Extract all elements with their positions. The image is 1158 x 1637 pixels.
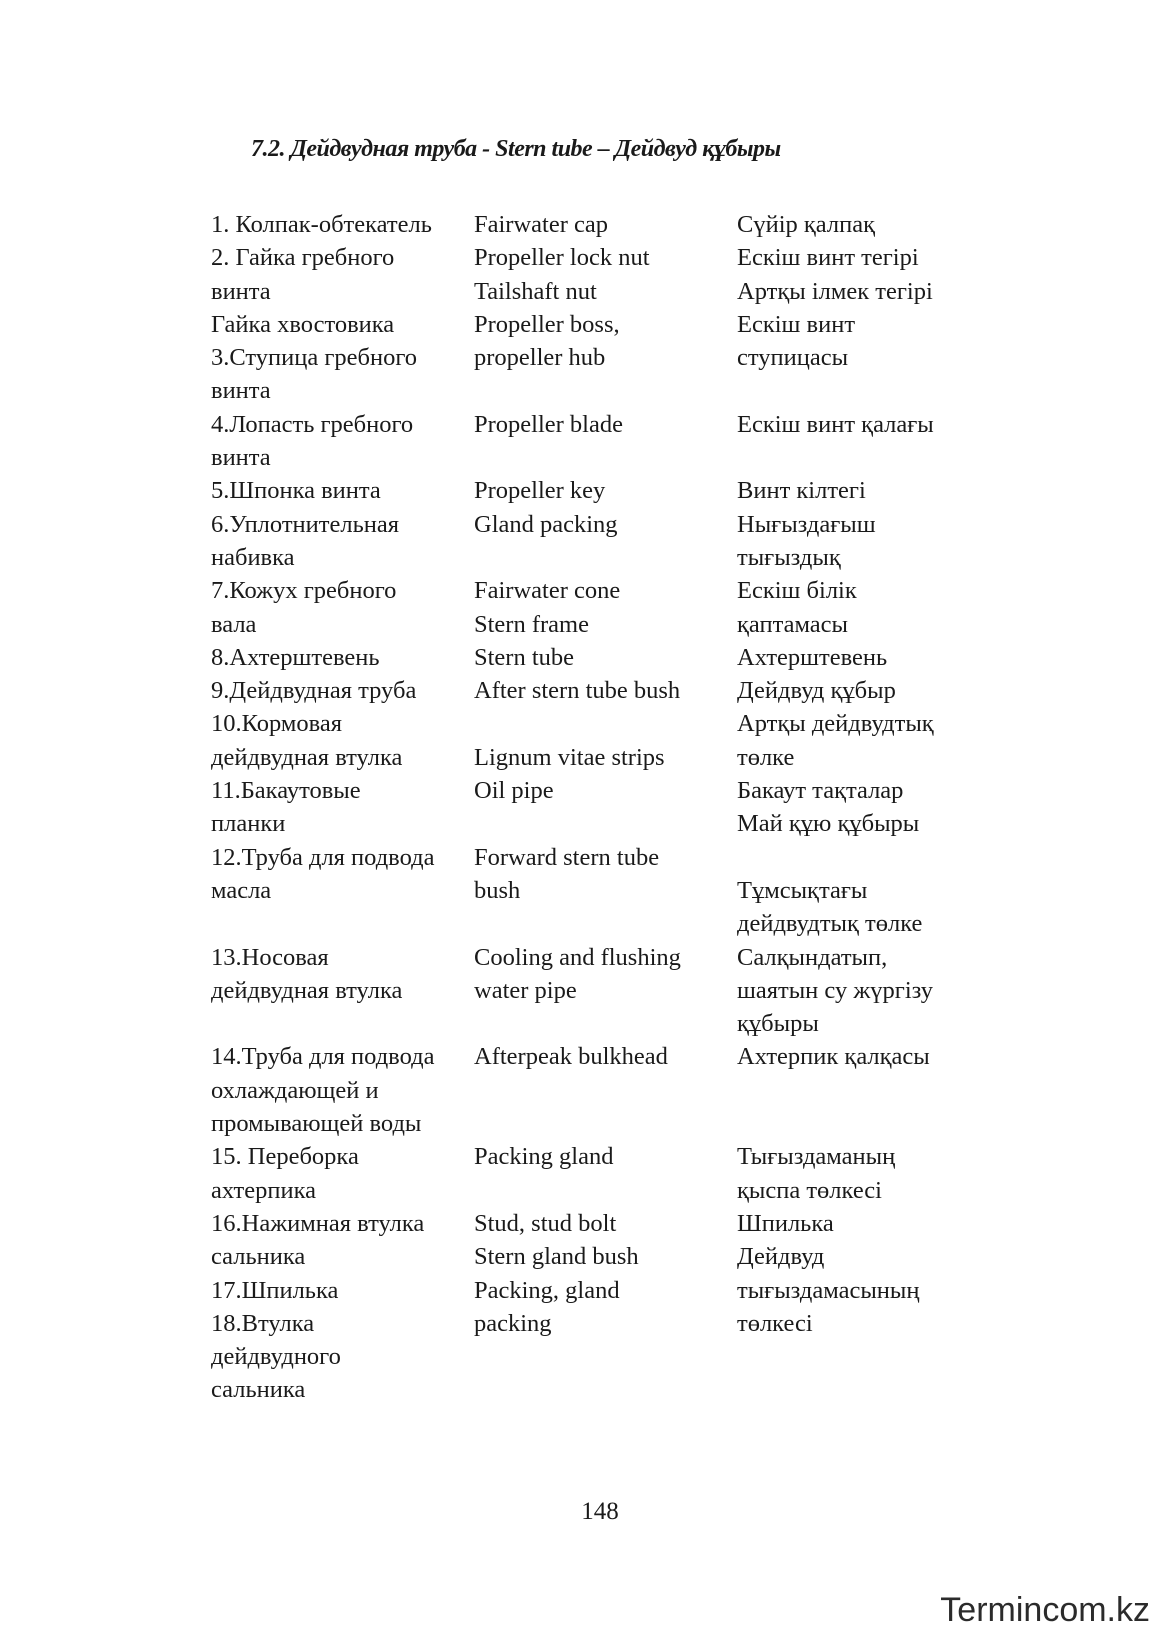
- english-term-line: Stud, stud bolt: [474, 1209, 617, 1237]
- russian-term-line: 11.Бакаутовые: [211, 777, 361, 805]
- english-term-line: Stern gland bush: [474, 1243, 639, 1271]
- kazakh-term-line: Ескіш винт қалағы: [737, 410, 934, 438]
- english-term-line: [474, 1074, 681, 1107]
- english-term-line: [474, 907, 681, 940]
- russian-term-line: 13.Носовая: [211, 943, 329, 971]
- kazakh-terms-column: [737, 208, 934, 1407]
- russian-term-line: Гайка хвостовика: [211, 310, 395, 338]
- russian-term-line: сальника: [211, 1243, 306, 1271]
- english-terms-column: [474, 208, 681, 1407]
- english-term-line: Fairwater cone: [474, 577, 621, 605]
- english-term-line: Stern frame: [474, 610, 589, 638]
- kazakh-term-line: шаятын су жүргізу: [737, 976, 934, 1004]
- russian-term-line: винта: [211, 444, 271, 472]
- english-term-line: [474, 1107, 681, 1140]
- kazakh-term-line: қаптамасы: [737, 610, 848, 638]
- russian-term-line: охлаждающей и: [211, 1076, 379, 1104]
- russian-term-line: винта: [211, 377, 271, 405]
- english-term-line: [474, 441, 681, 474]
- russian-term-line: 14.Труба для подвода: [211, 1043, 435, 1071]
- kazakh-term-line: құбыры: [737, 1010, 819, 1038]
- russian-term-line: ахтерпика: [211, 1176, 316, 1204]
- russian-term-line: промывающей воды: [211, 1110, 422, 1138]
- kazakh-term-line: Ахтерштевень: [737, 643, 888, 671]
- kazakh-term-line: [737, 1107, 934, 1140]
- russian-term-line: дейдвудная втулка: [211, 743, 403, 771]
- kazakh-term-line: Тұмсықтағы: [737, 876, 868, 904]
- section-title: 7.2. Дейдвудная труба - Stern tube – Дейдвуд құбыры: [251, 136, 781, 162]
- english-term-line: Packing gland: [474, 1143, 614, 1171]
- kazakh-term-line: Май құю құбыры: [737, 810, 920, 838]
- kazakh-term-line: Винт кілтегі: [737, 477, 866, 505]
- english-term-line: Packing, gland: [474, 1276, 620, 1304]
- kazakh-term-line: [737, 1074, 934, 1107]
- english-term-line: Afterpeak bulkhead: [474, 1043, 668, 1071]
- english-term-line: Propeller boss,: [474, 310, 620, 338]
- russian-term-line: 10.Кормовая: [211, 710, 343, 738]
- english-term-line: packing: [474, 1309, 552, 1337]
- kazakh-term-line: Дейдвуд құбыр: [737, 677, 896, 705]
- kazakh-term-line: Артқы ілмек тегірі: [737, 277, 933, 305]
- english-term-line: Fairwater cap: [474, 211, 608, 238]
- english-term-line: [474, 1174, 681, 1207]
- english-term-line: [474, 541, 681, 574]
- english-term-line: [474, 374, 681, 407]
- english-term-line: Propeller key: [474, 477, 606, 505]
- english-term-line: Propeller blade: [474, 410, 623, 438]
- kazakh-term-line: Артқы дейдвудтық: [737, 710, 934, 738]
- russian-term-line: вала: [211, 610, 257, 638]
- russian-term-line: набивка: [211, 543, 295, 571]
- kazakh-term-line: Шпилька: [737, 1209, 834, 1237]
- kazakh-term-line: Ескіш винт тегірі: [737, 244, 919, 272]
- english-term-line: Cooling and flushing: [474, 943, 681, 971]
- english-term-line: bush: [474, 876, 521, 904]
- kazakh-term-line: дейдвудтық төлке: [737, 910, 923, 938]
- english-term-line: Forward stern tube: [474, 843, 660, 871]
- russian-term-line: 1. Колпак-обтекатель: [211, 211, 432, 238]
- english-term-line: Stern tube: [474, 643, 575, 671]
- russian-term-line: 16.Нажимная втулка: [211, 1209, 425, 1237]
- russian-term-line: 6.Уплотнительная: [211, 510, 399, 538]
- kazakh-term-line: төлке: [737, 743, 795, 771]
- english-term-line: Gland packing: [474, 510, 618, 538]
- russian-term-line: 17.Шпилька: [211, 1276, 339, 1304]
- english-term-line: propeller hub: [474, 344, 606, 372]
- kazakh-term-line: [737, 441, 934, 474]
- russian-terms-column: [211, 208, 434, 1407]
- russian-term-line: дейдвудная втулка: [211, 976, 403, 1004]
- page-number: 148: [581, 1498, 619, 1525]
- russian-term-line: 2. Гайка гребного: [211, 244, 395, 272]
- kazakh-term-line: ступицасы: [737, 344, 849, 372]
- russian-term-line: винта: [211, 277, 271, 305]
- russian-term-line: [211, 1007, 434, 1040]
- english-term-line: water pipe: [474, 976, 577, 1004]
- kazakh-term-line: тығыздық: [737, 543, 841, 571]
- russian-term-line: 7.Кожух гребного: [211, 577, 397, 605]
- english-term-line: After stern tube bush: [474, 677, 681, 705]
- english-term-line: Propeller lock nut: [474, 244, 650, 272]
- russian-term-line: планки: [211, 810, 286, 838]
- russian-term-line: 15. Переборка: [211, 1143, 359, 1171]
- kazakh-term-line: Сүйір қалпақ: [737, 211, 875, 238]
- russian-term-line: 9.Дейдвудная труба: [211, 677, 417, 705]
- english-term-line: [474, 807, 681, 840]
- kazakh-term-line: қыспа төлкесі: [737, 1176, 882, 1204]
- kazakh-term-line: [737, 1373, 934, 1406]
- russian-term-line: 3.Ступица гребного: [211, 344, 418, 372]
- english-term-line: [474, 707, 681, 740]
- kazakh-term-line: Бакаут тақталар: [737, 777, 904, 805]
- kazakh-term-line: төлкесі: [737, 1309, 813, 1337]
- kazakh-term-line: Тығыздаманың: [737, 1143, 896, 1171]
- english-term-line: [474, 1373, 681, 1406]
- kazakh-term-line: тығыздамасының: [737, 1276, 920, 1304]
- watermark-text: Termincom.kz: [940, 1591, 1150, 1629]
- kazakh-term-line: Нығыздағыш: [737, 510, 876, 538]
- russian-term-line: масла: [211, 876, 272, 904]
- russian-term-line: 5.Шпонка винта: [211, 477, 381, 505]
- russian-term-line: [211, 907, 434, 940]
- english-term-line: [474, 1340, 681, 1373]
- kazakh-term-line: Ахтерпик қалқасы: [737, 1043, 930, 1071]
- russian-term-line: 4.Лопасть гребного: [211, 410, 414, 438]
- english-term-line: Lignum vitae strips: [474, 743, 665, 771]
- watermark-logo: [940, 1588, 1150, 1632]
- english-term-line: [474, 1007, 681, 1040]
- kazakh-term-line: Дейдвуд: [737, 1243, 825, 1271]
- russian-term-line: сальника: [211, 1376, 306, 1404]
- russian-term-line: дейдвудного: [211, 1343, 341, 1371]
- russian-term-line: 18.Втулка: [211, 1309, 315, 1337]
- english-term-line: Oil pipe: [474, 777, 554, 805]
- russian-term-line: 12.Труба для подвода: [211, 843, 435, 871]
- kazakh-term-line: [737, 1340, 934, 1373]
- english-term-line: Tailshaft nut: [474, 277, 597, 305]
- kazakh-term-line: Ескіш винт: [737, 310, 856, 338]
- russian-term-line: 8.Ахтерштевень: [211, 643, 380, 671]
- kazakh-term-line: Ескіш білік: [737, 577, 857, 605]
- kazakh-term-line: [737, 841, 934, 874]
- kazakh-term-line: Салқындатып,: [737, 943, 888, 971]
- kazakh-term-line: [737, 374, 934, 407]
